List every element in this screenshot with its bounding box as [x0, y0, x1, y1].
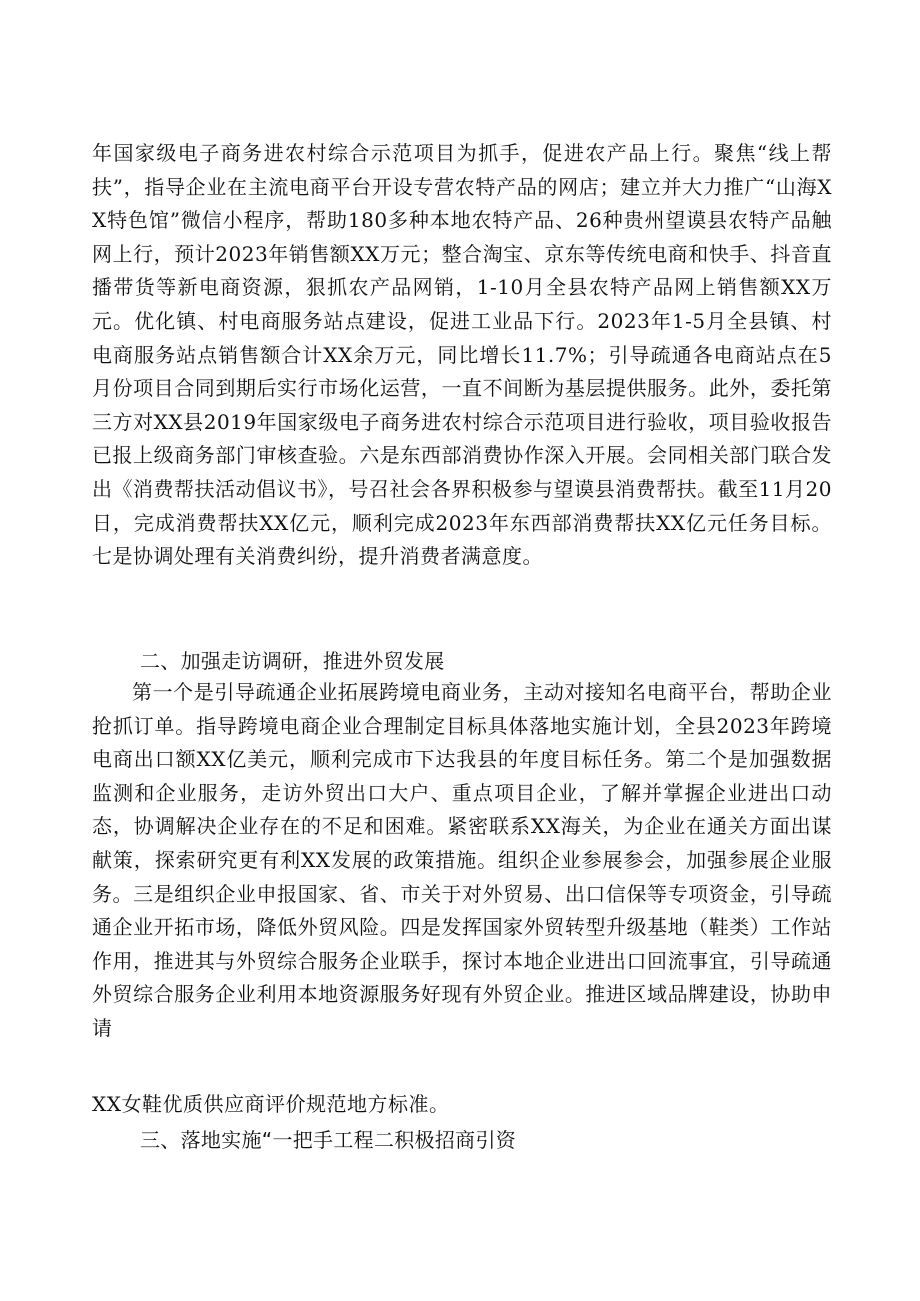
body-paragraph: 第一个是引导疏通企业拓展跨境电商业务，主动对接知名电商平台，帮助企业抢抓订单。指导跨境电商企业合理制定目标具体落地实施计划，全县2023年跨境电商出口额XX亿美元，顺利完成市下达我县的年度目标任务。第二个是加强数据监测和企业服务，走访外贸出口大户、重点项目企业，了解并掌握企业进出口动态，协调解决企业存在的不足和困难。紧密联系XX海关，为企业在通关方面出谋献策，探索研究更有利XX发展的政策措施。组织企业参展参会，加强参展企业服务。三是组织企业申报国家、省、市关于对外贸易、出口信保等专项资金，引导疏通企业开拓市场，降低外贸风险。四是发挥国家外贸转型升级基地（鞋类）工作站作用，推进其与外贸综合服务企业联手，探讨本地企业进出口回流事宜，引导疏通外贸综合服务企业利用本地资源服务好现有外贸企业。推进区域品牌建设，协助申请 — [92, 680, 832, 1040]
body-paragraph: 年国家级电子商务进农村综合示范项目为抓手，促进农产品上行。聚焦“线上帮扶”，指导企业在主流电商平台开设专营农特产品的网店；建立并大力推广“山海XX特色馆”微信小程序，帮助180多种本地农特产品、26种贵州望谟县农特产品触网上行，预计2023年销售额XX万元；整合淘宝、京东等传统电商和快手、抖音直播带货等新电商资源，狠抓农产品网销，1-10月全县农特产品网上销售额XX万元。优化镇、村电商服务站点建设，促进工业品下行。2023年1-5月全县镇、村电商服务站点销售额合计XX余万元，同比增长11.7%；引导疏通各电商站点在5月份项目合同到期后实行市场化运营，一直不间断为基层提供服务。此外，委托第三方对XX县2019年国家级电子商务进农村综合示范项目进行验收，项目验收报告已报上级商务部门审核查验。六是东西部消费协作深入开展。会同相关部门联合发出《消费帮扶活动倡议书》，号召社会各界积极参与望谟县消费帮扶。截至11月20日，完成消费帮扶XX亿元，顺利完成2023年东西部消费帮扶XX亿元任务目标。七是协调处理有关消费纠纷，提升消费者满意度。 — [92, 141, 832, 569]
body-paragraph: XX女鞋优质供应商评价规范地方标准。 — [92, 1092, 450, 1116]
section-heading: 二、加强走访调研，推进外贸发展 — [140, 649, 445, 673]
section-heading: 三、落地实施“一把手工程二积极招商引资 — [140, 1128, 517, 1152]
